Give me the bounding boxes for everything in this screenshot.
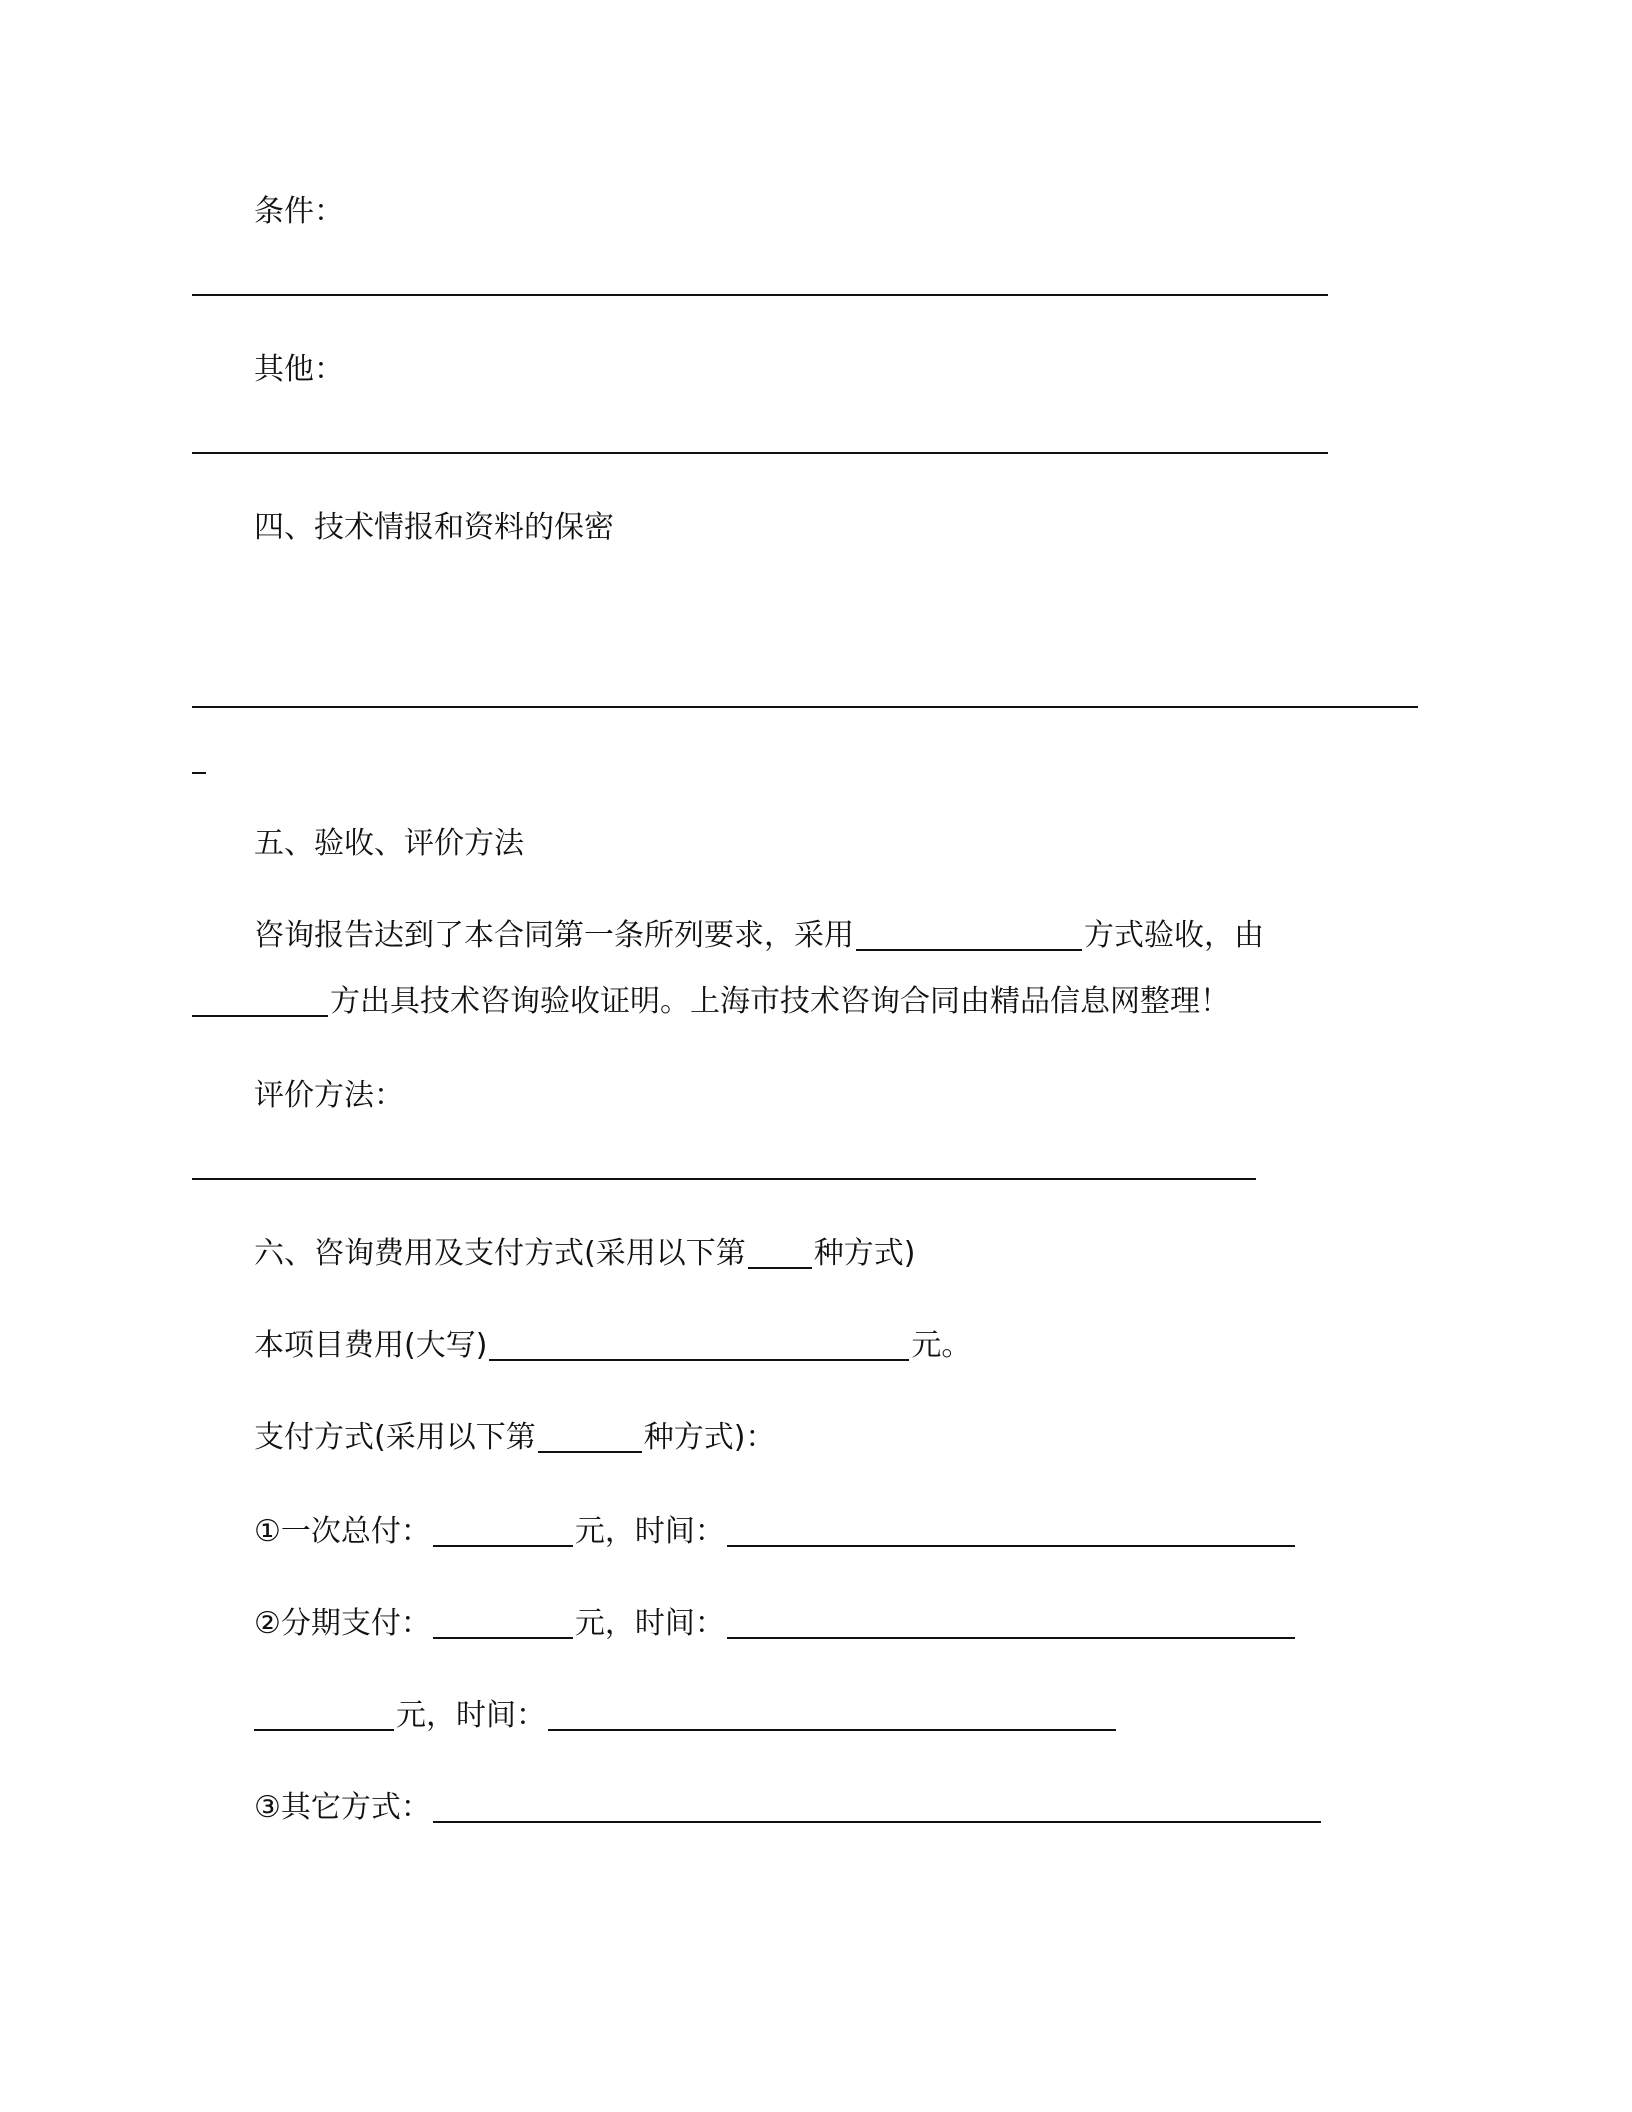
- option-1-label: ①一次总付：: [254, 1514, 431, 1549]
- option-2-yuan-time: 元，时间：: [574, 1606, 725, 1641]
- option-2-amount-blank[interactable]: [433, 1607, 573, 1639]
- option-3-blank[interactable]: [433, 1791, 1321, 1823]
- section-4-heading: 四、技术情报和资料的保密: [254, 510, 614, 545]
- acceptance-text-3: 方出具技术咨询验收证明。上海市技术咨询合同由精品信息网整理！: [330, 984, 1230, 1019]
- option-3-label: ③其它方式：: [254, 1790, 431, 1825]
- section-6-heading-text-2: 种方式): [813, 1236, 916, 1271]
- payment-text-2: 种方式)：: [643, 1420, 776, 1455]
- section-6-option-blank[interactable]: [748, 1237, 812, 1269]
- conditions-label: 条件：: [254, 194, 344, 229]
- acceptance-text-1: 咨询报告达到了本合同第一条所列要求，采用: [254, 918, 854, 953]
- fill-in-line-continuation[interactable]: [192, 772, 206, 774]
- option-3-line: [254, 1788, 1323, 1828]
- option-2-line: [254, 1604, 1297, 1644]
- option-1-amount-blank[interactable]: [433, 1515, 573, 1547]
- section-6-heading: [254, 1234, 915, 1274]
- acceptance-text-2: 方式验收，由: [1084, 918, 1264, 953]
- installment-amount-blank[interactable]: [254, 1699, 394, 1731]
- payment-text-1: 支付方式(采用以下第: [254, 1420, 536, 1455]
- certifying-party-blank[interactable]: [192, 985, 328, 1017]
- option-2-time-blank[interactable]: [727, 1607, 1295, 1639]
- option-1-time-blank[interactable]: [727, 1515, 1295, 1547]
- option-2-installment-line: [254, 1696, 1118, 1736]
- acceptance-method-blank[interactable]: [856, 919, 1082, 951]
- fill-in-line[interactable]: [192, 706, 1418, 708]
- evaluation-label: 评价方法：: [254, 1078, 404, 1113]
- section-6-heading-text-1: 六、咨询费用及支付方式(采用以下第: [254, 1236, 746, 1271]
- fill-in-line[interactable]: [192, 452, 1328, 454]
- payment-method-line: [254, 1418, 775, 1458]
- installment-yuan-time: 元，时间：: [396, 1698, 546, 1733]
- installment-time-blank[interactable]: [548, 1699, 1116, 1731]
- fee-text-1: 本项目费用(大写): [254, 1328, 488, 1363]
- fee-line: [254, 1326, 971, 1366]
- fill-in-line[interactable]: [192, 294, 1328, 296]
- acceptance-paragraph-line1: [254, 916, 1264, 956]
- fill-in-line[interactable]: [192, 1178, 1256, 1180]
- acceptance-paragraph-line2: [192, 982, 1230, 1022]
- option-1-line: [254, 1512, 1297, 1552]
- option-1-yuan-time: 元，时间：: [574, 1514, 725, 1549]
- option-2-label: ②分期支付：: [254, 1606, 431, 1641]
- other-label: 其他：: [254, 352, 344, 387]
- fee-amount-blank[interactable]: [489, 1329, 909, 1361]
- fee-text-2: 元。: [911, 1328, 972, 1363]
- section-5-heading: 五、验收、评价方法: [254, 826, 524, 861]
- payment-option-blank[interactable]: [538, 1421, 642, 1453]
